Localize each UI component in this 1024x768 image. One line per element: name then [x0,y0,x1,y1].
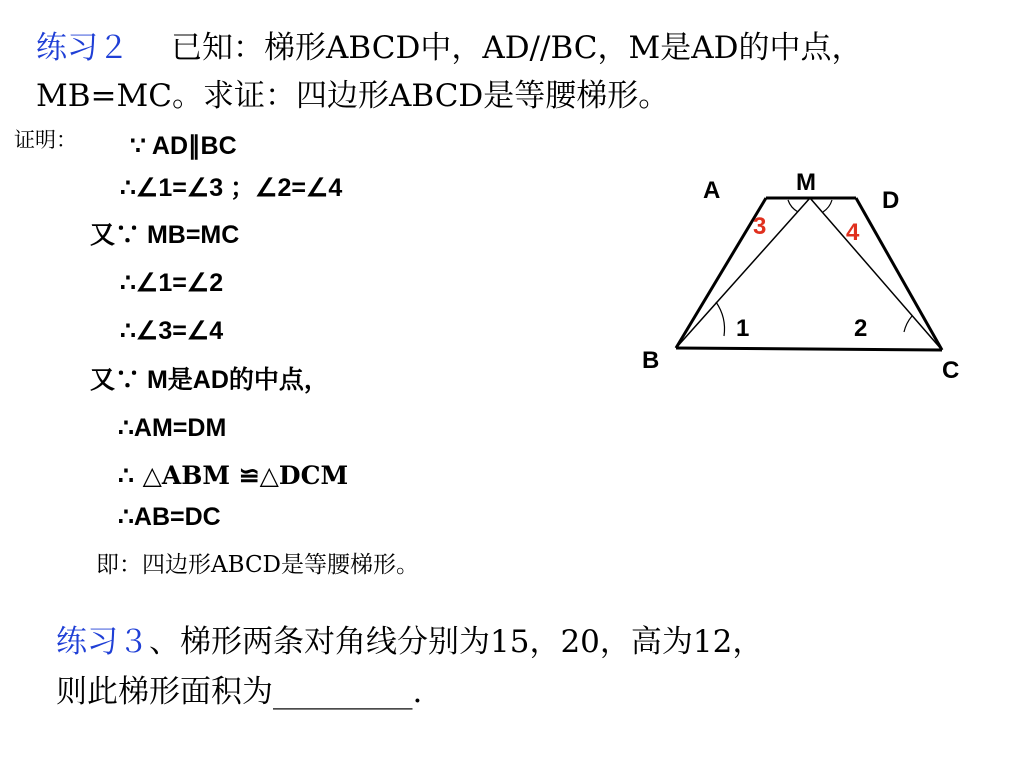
proof-step-8: ∴ △ABM ≌△DCM [118,461,349,490]
problem-2-line-2: MB=MC。求证：四边形ABCD是等腰梯形。 [36,78,670,114]
angle-2-label: 2 [854,315,868,342]
proof-step-6: 又∵ M是AD的中点， [90,366,329,394]
angle-1-arc [716,302,724,336]
vertex-m-label: M [796,169,816,196]
angle-4-arc [823,200,832,212]
vertex-c-label: C [942,357,960,384]
problem-2-line-1 [36,24,863,72]
angle-3-arc [788,200,798,212]
problem-3-line-1 [56,617,763,667]
problem-2-label: 练习２ [36,30,129,66]
segment-mc [810,198,942,350]
proof-step-1: ∵ AD∥BC [130,132,237,160]
angle-2-arc [904,316,912,332]
angle-1-label: 1 [736,315,750,342]
trapezoid-figure [620,150,980,390]
proof-step-5: ∴∠3=∠4 [120,317,224,345]
side-bc [676,348,942,350]
angle-4-label: 4 [846,219,860,246]
proof-step-2: ∴∠1=∠3 ；∠2=∠4 [120,174,343,202]
proof-conclusion: 即：四边形ABCD是等腰梯形。 [96,552,419,578]
proof-step-4: ∴∠1=∠2 [120,269,224,297]
problem-3-line-2: 则此梯形面积为_________. [56,674,423,710]
vertex-d-label: D [882,187,900,214]
problem-3-label: 练习３ [56,624,149,660]
side-dc [856,198,942,350]
vertex-a-label: A [703,177,721,204]
vertex-b-label: B [642,347,660,374]
proof-step-3: 又∵ MB=MC [90,221,240,249]
proof-title: 证明： [14,128,77,152]
proof-step-9: ∴AB=DC [118,503,221,531]
angle-3-label: 3 [753,213,767,240]
problem-3-text-1: 、梯形两条对角线分别为15，20，高为12， [149,624,764,660]
proof-step-7: ∴AM=DM [118,414,227,442]
problem-2-text-1: 已知：梯形ABCD中，AD//BC，M是AD的中点， [171,30,863,66]
problem-2-statement [36,24,863,120]
problem-3-statement [56,617,763,717]
